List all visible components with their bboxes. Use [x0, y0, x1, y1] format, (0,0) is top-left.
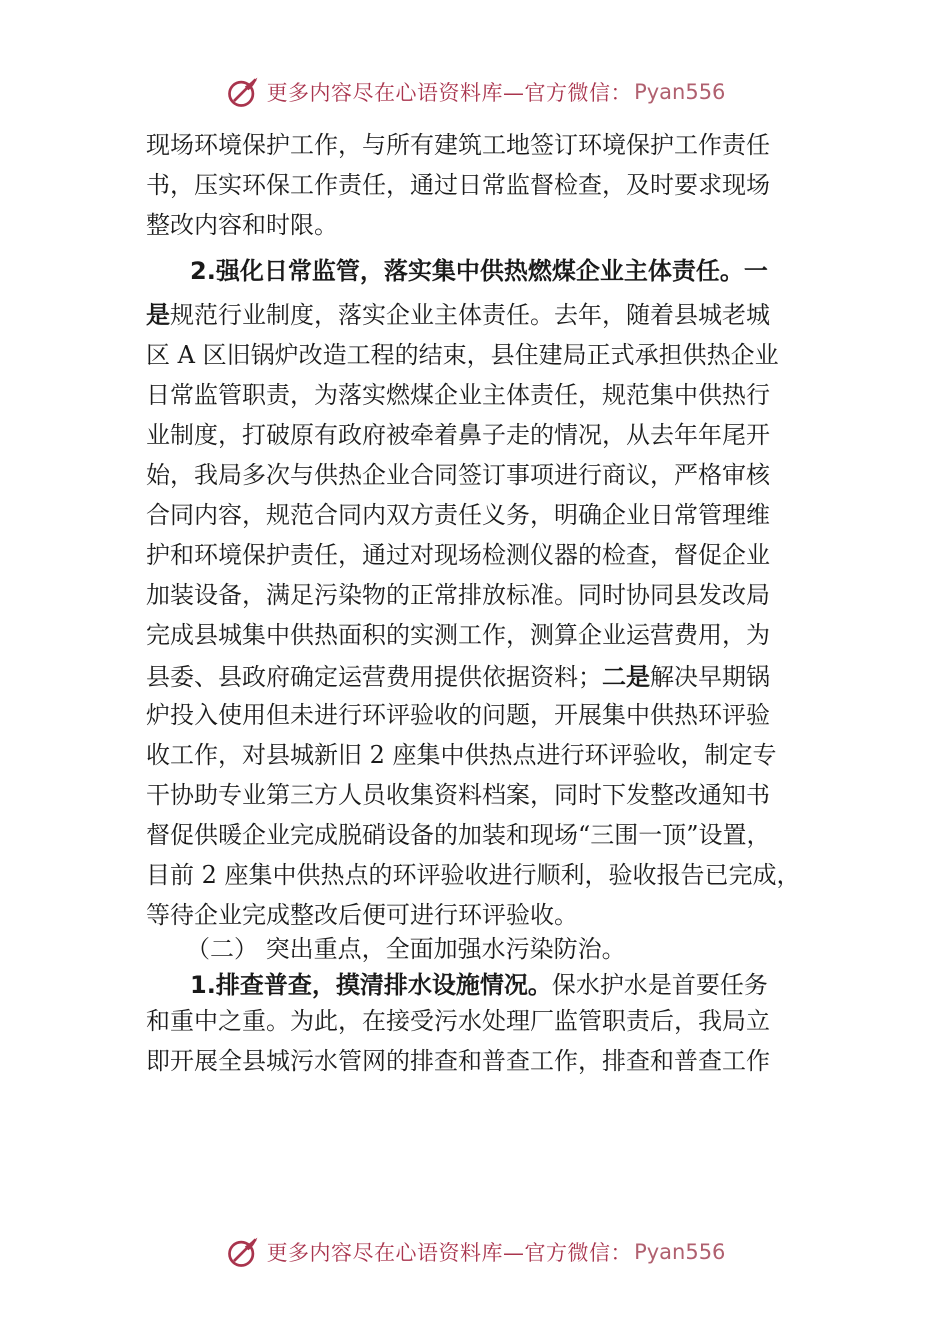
- text-line: 合同内容，规范合同内双方责任义务，明确企业日常管理维: [146, 501, 770, 529]
- quill-logo-icon: [225, 1234, 261, 1270]
- watermark-wechat-id: Pyan556: [634, 80, 726, 104]
- watermark-text: 更多内容尽在心语资料库—官方微信：: [266, 1241, 633, 1265]
- section-heading: 2.强化日常监管，落实集中供热燃煤企业主体责任。一: [190, 257, 768, 285]
- subsection-heading: （二） 突出重点，全面加强水污染防治。: [186, 935, 626, 963]
- quill-logo-icon: [225, 74, 261, 110]
- text-line: 和重中之重。为此，在接受污水处理厂监管职责后，我局立: [146, 1007, 770, 1035]
- text-line: 是规范行业制度，落实企业主体责任。去年，随着县城老城: [146, 301, 770, 329]
- text-line: 收工作，对县城新旧 2 座集中供热点进行环评验收，制定专: [146, 741, 777, 769]
- text-line: 始，我局多次与供热企业合同签订事项进行商议，严格审核: [146, 461, 770, 489]
- text-line: 完成县城集中供热面积的实测工作，测算企业运营费用，为: [146, 621, 770, 649]
- text-line: 现场环境保护工作，与所有建筑工地签订环境保护工作责任: [146, 131, 770, 159]
- text-line: 日常监管职责，为落实燃煤企业主体责任，规范集中供热行: [146, 381, 770, 409]
- header-watermark: [0, 72, 950, 112]
- text-line: 1.排查普查，摸清排水设施情况。保水护水是首要任务: [190, 971, 768, 999]
- text-line: 整改内容和时限。: [146, 211, 338, 239]
- text-line: 加装设备，满足污染物的正常排放标准。同时协同县发改局: [146, 581, 770, 609]
- watermark-wechat-id: Pyan556: [634, 1240, 726, 1264]
- text-line: 炉投入使用但未进行环评验收的问题，开展集中供热环评验: [146, 701, 770, 729]
- text-line: 书，压实环保工作责任，通过日常监督检查，及时要求现场: [146, 171, 770, 199]
- text-line: 业制度，打破原有政府被牵着鼻子走的情况，从去年年尾开: [146, 421, 770, 449]
- text-line: 目前 2 座集中供热点的环评验收进行顺利，验收报告已完成，: [146, 861, 801, 889]
- text-line: 区 A 区旧锅炉改造工程的结束，县住建局正式承担供热企业: [146, 341, 779, 369]
- text-line: 等待企业完成整改后便可进行环评验收。: [146, 901, 578, 929]
- text-line: 护和环境保护责任，通过对现场检测仪器的检查，督促企业: [146, 541, 770, 569]
- footer-watermark: [0, 1232, 950, 1272]
- watermark-text: 更多内容尽在心语资料库—官方微信：: [266, 81, 633, 105]
- text-line: 干协助专业第三方人员收集资料档案，同时下发整改通知书: [146, 781, 770, 809]
- text-line: 县委、县政府确定运营费用提供依据资料；二是解决早期锅: [146, 663, 770, 691]
- text-line: 督促供暖企业完成脱硝设备的加装和现场“三围一顶”设置，: [146, 821, 771, 849]
- text-line: 即开展全县城污水管网的排查和普查工作，排查和普查工作: [146, 1047, 770, 1075]
